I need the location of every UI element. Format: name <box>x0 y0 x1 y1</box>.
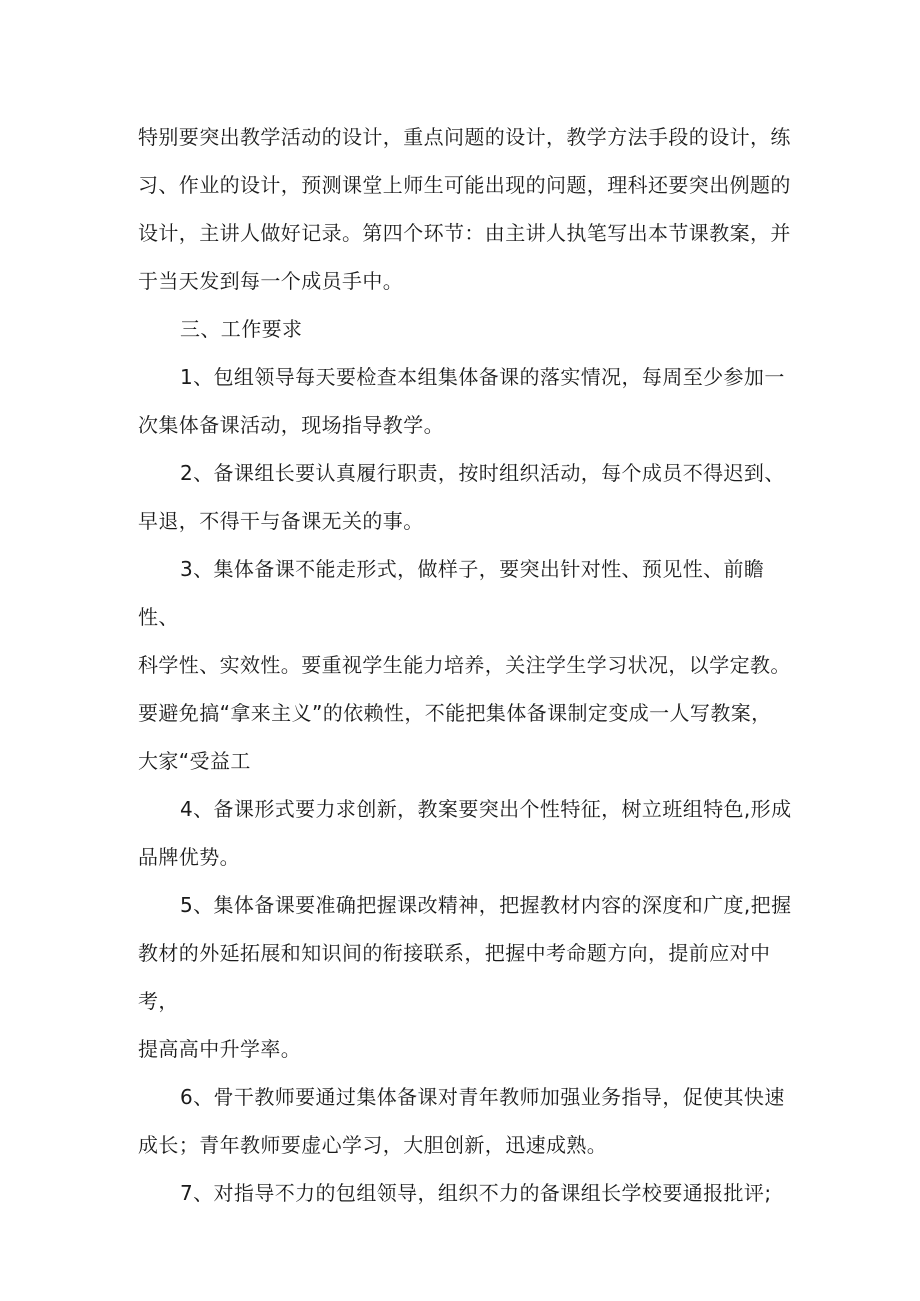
text-line: 大家“受益工 <box>138 749 251 773</box>
text-line: 设计，主讲人做好记录。第四个环节：由主讲人执笔写出本节课教案，并 <box>138 221 791 245</box>
text-line: 成长；青年教师要虚心学习，大胆创新，迅速成熟。 <box>138 1133 608 1157</box>
text-line: 5、集体备课要准确把握课改精神，把握教材内容的深度和广度,把握 <box>180 893 792 917</box>
text-line: 于当天发到每一个成员手中。 <box>138 269 404 293</box>
text-line: 习、作业的设计，预测课堂上师生可能出现的问题，理科还要突出例题的 <box>138 173 791 197</box>
paragraph-p2 <box>138 305 798 353</box>
paragraph-p7 <box>138 881 798 1073</box>
text-line: 2、备课组长要认真履行职责，按时组织活动，每个成员不得迟到、 <box>180 461 785 485</box>
text-line: 教材的外延拓展和知识间的衔接联系，把握中考命题方向，提前应对中考， <box>138 941 771 1013</box>
document-body <box>138 113 798 1217</box>
text-line: 次集体备课活动，现场指导教学。 <box>138 413 444 437</box>
text-line: 7、对指导不力的包组领导，组织不力的备课组长学校要通报批评; <box>180 1181 772 1205</box>
paragraph-p4 <box>138 449 798 545</box>
text-line: 特别要突出教学活动的设计，重点问题的设计，教学方法手段的设计，练 <box>138 125 791 149</box>
text-line: 品牌优势。 <box>138 845 240 869</box>
paragraph-p5 <box>138 545 798 785</box>
paragraph-p6 <box>138 785 798 881</box>
text-line: 三、工作要求 <box>180 317 303 341</box>
text-line: 科学性、实效性。要重视学生能力培养，关注学生学习状况，以学定教。 <box>138 653 791 677</box>
paragraph-p9 <box>138 1169 798 1217</box>
text-line: 提高高中升学率。 <box>138 1037 302 1061</box>
text-line: 早退，不得干与备课无关的事。 <box>138 509 424 533</box>
paragraph-p1 <box>138 113 798 305</box>
text-line: 要避免搞“拿来主义”的依赖性，不能把集体备课制定变成一人写教案， <box>138 701 772 725</box>
text-line: 1、包组领导每天要检查本组集体备课的落实情况，每周至少参加一 <box>180 365 785 389</box>
text-line: 4、备课形式要力求创新，教案要突出个性特征，树立班组特色,形成 <box>180 797 792 821</box>
text-line: 3、集体备课不能走形式，做样子，要突出针对性、预见性、前瞻性、 <box>138 557 765 629</box>
text-line: 6、骨干教师要通过集体备课对青年教师加强业务指导，促使其快速 <box>180 1085 785 1109</box>
paragraph-p8 <box>138 1073 798 1169</box>
paragraph-p3 <box>138 353 798 449</box>
